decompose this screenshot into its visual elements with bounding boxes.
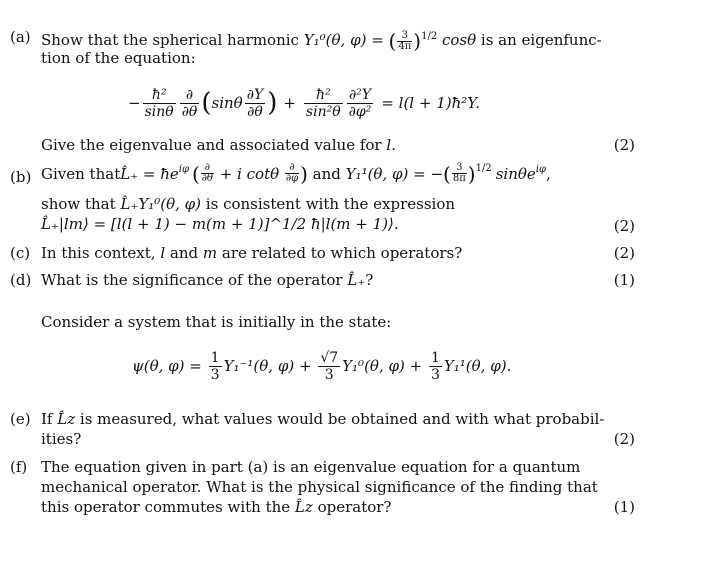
part-a-label: (a) xyxy=(10,28,31,46)
part-b-label: (b) xyxy=(10,168,32,186)
lz-operator: L̂z xyxy=(57,410,76,428)
part-a-line2: tion of the equation: xyxy=(41,49,196,67)
part-d-text: What is the significance of the operator L̂₊? xyxy=(41,271,374,289)
psi-term-2: Y₁⁰(θ, φ) + xyxy=(342,357,427,375)
part-a-text: Show that the spherical harmonic xyxy=(41,31,304,49)
lz-operator-f: L̂z xyxy=(294,498,313,516)
lplus-y10: L̂₊Y₁⁰(θ, φ) xyxy=(120,195,202,213)
part-f-line1: The equation given in part (a) is an eigenvalue equation for a quantum xyxy=(41,458,581,476)
part-c-text: In this context, l and m are related to which operators? xyxy=(41,244,463,262)
eq-frac-3: $\frac{\partial Y}{\partial\theta}$ xyxy=(246,86,264,120)
psi-lhs: ψ(θ, φ) = xyxy=(132,357,207,375)
part-e-marks: (2) xyxy=(613,430,635,448)
psi-term-1: Y₁⁻¹(θ, φ) + xyxy=(223,357,317,375)
psi-coef-3: $\frac{1}{3}$ xyxy=(430,349,440,383)
psi-coef-1: $\frac{1}{3}$ xyxy=(210,349,220,383)
y10-power: 1/2 xyxy=(421,31,438,42)
part-e-line2: ities? xyxy=(41,430,82,448)
part-c-label: (c) xyxy=(10,244,31,262)
part-b-text: Given that xyxy=(41,164,121,183)
part-d-label: (d) xyxy=(10,271,32,289)
eq-frac-1: $\frac{\text{ħ²}}{\sin\theta}$ xyxy=(144,86,174,120)
part-a-followup: Give the eigenvalue and associated value for l. xyxy=(41,136,396,154)
part-b-line2: show that L̂₊Y₁⁰(θ, φ) is consistent with the expression xyxy=(41,195,456,213)
y10-cos: cosθ xyxy=(441,31,477,49)
part-e-line1: If L̂z is measured, what values would be obtained and with what probabil- xyxy=(41,410,605,428)
y10-lhs: Y₁⁰(θ, φ) = xyxy=(303,31,389,49)
eq-sin: sinθ xyxy=(211,94,243,112)
psi-term-3: Y₁¹(θ, φ). xyxy=(443,357,512,375)
lplus-d-theta: ∂ ∂θ xyxy=(201,162,213,184)
eq-rhs: = l(l + 1)ħ²Y. xyxy=(381,94,481,112)
y10-fraction: $\frac{3}{4\pi}$ xyxy=(398,29,412,52)
part-a-text-end: is an eigenfunc- xyxy=(476,31,602,49)
part-b-line3: L̂₊|lm⟩ = [l(l + 1) − m(m + 1)]^1/2 ħ|l(m + 1)⟩. xyxy=(41,215,399,233)
part-d-marks: (1) xyxy=(613,271,635,289)
eq-plus: + xyxy=(283,94,296,112)
angular-equation: − $\frac{\text{ħ²}}{\sin\theta}$ $\frac{\partial}{\partial\theta}$ ( sinθ $\frac{\partial Y}{\partial\theta}$ ) + $\frac{\text{ħ²}}{\text{sin²θ}}$ $\frac{\text{∂²Y}}{\text{∂φ²}}$ = l(l + 1)ħ²Y. xyxy=(128,86,481,120)
eq-frac-2: $\frac{\partial}{\partial\theta}$ xyxy=(181,86,198,120)
eq-frac-5: $\frac{\text{∂²Y}}{\text{∂φ²}}$ xyxy=(348,86,372,120)
part-a-line1: Show that the spherical harmonic Y₁⁰(θ, φ) = ( $\frac{3}{4\pi}$ )$^{1/2}$ cosθ is an eigenfunc- xyxy=(41,29,602,53)
part-f-marks: (1) xyxy=(613,498,635,516)
part-b-line1: Given that L̂₊ = ħe $^{i\varphi}$ ( ∂ ∂θ + i cotθ ∂ ∂φ ) and Y₁¹(θ, φ) = − ( 3 8π ) $^{1/2}$ sinθe $^{i\varphi}$ , xyxy=(41,161,551,186)
eq-minus: − xyxy=(128,94,141,112)
state-equation xyxy=(132,344,511,388)
lplus-operator: L̂₊ xyxy=(347,271,366,289)
y11-fraction: 3 8π xyxy=(452,162,466,184)
part-b-marks: (2) xyxy=(613,217,635,235)
part-c-marks: (2) xyxy=(613,244,635,262)
part-a-marks: (2) xyxy=(613,136,635,154)
y11-lhs: Y₁¹(θ, φ) = − xyxy=(345,164,444,183)
lplus-definition: L̂₊ = ħe xyxy=(120,164,179,183)
state-intro: Consider a system that is initially in the state: xyxy=(41,313,392,331)
part-f-label: (f) xyxy=(10,458,28,476)
part-f-line2: mechanical operator. What is the physical significance of the finding that xyxy=(41,478,598,496)
part-e-label: (e) xyxy=(10,410,31,428)
part-f-line3: this operator commutes with the L̂z operator? xyxy=(41,498,392,516)
lplus-d-phi: ∂ ∂φ xyxy=(285,162,299,184)
psi-coef-2: $\frac{√7}{3}$ xyxy=(320,349,339,383)
eq-frac-4: $\frac{\text{ħ²}}{\text{sin²θ}}$ xyxy=(305,86,341,120)
